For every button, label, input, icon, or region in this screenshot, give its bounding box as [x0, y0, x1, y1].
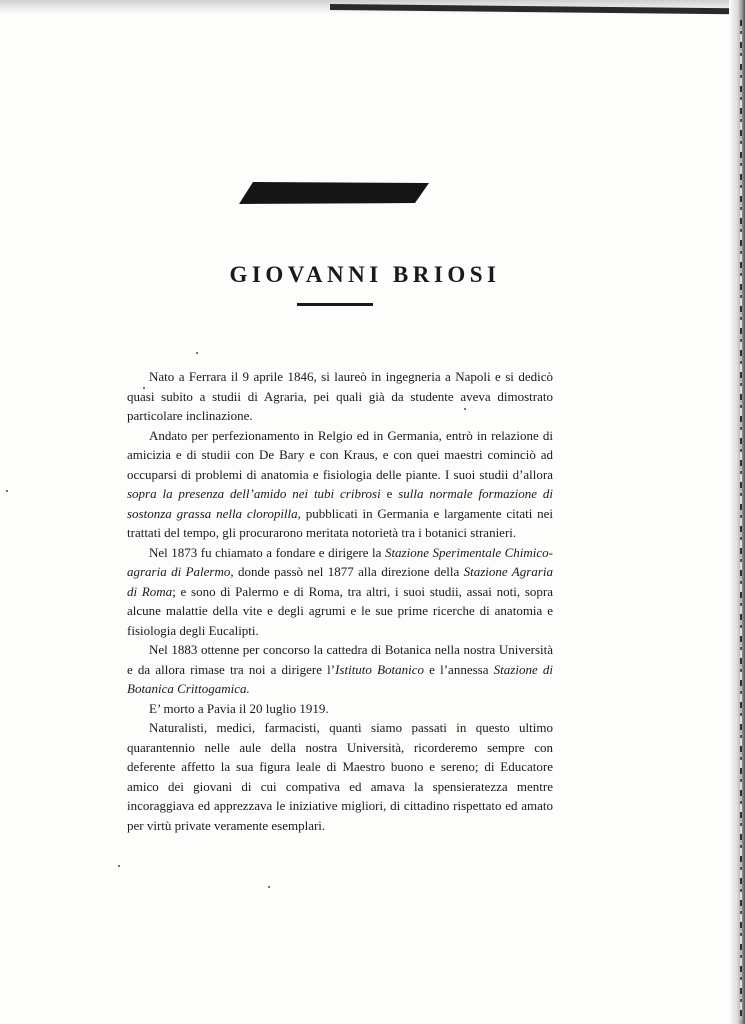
paragraph-text: Nato a Ferrara il 9 aprile 1846, si laureò in ingegneria a Napoli e si dedicò quasi subito a studii di Agraria, pei quali già da studente aveva dimostrato particolare inclinazione. — [127, 369, 553, 423]
paragraph — [127, 543, 553, 641]
header-ornament — [239, 182, 429, 204]
paragraph-text: ; e sono di Palermo e di Roma, tra altri, i suoi studii, assai noti, sopra alcune malattie della vite e degli agrumi e le sue prime ricerche di anatomia e fisiologia degli Eucalipti. — [127, 583, 553, 638]
paragraph — [127, 640, 553, 699]
italic-title-text: Stazione di Botanica Crittogamica. — [127, 661, 553, 696]
scan-speck — [464, 408, 466, 410]
italic-title-text: sopra la presenza dell’amido nei tubi cribrosi — [127, 486, 381, 501]
scan-speck — [118, 865, 120, 867]
scan-right-edge — [740, 20, 742, 1020]
paragraph — [127, 718, 553, 835]
paragraph-text: e l’annessa — [424, 661, 494, 677]
title-underline — [297, 303, 373, 306]
paragraph-text: Nel 1873 fu chiamato a fondare e dirigere la — [149, 544, 385, 560]
scan-speck — [6, 490, 8, 492]
paragraph — [127, 699, 553, 719]
paragraph-text: donde passò nel 1877 alla direzione della — [233, 564, 464, 579]
scan-right-shadow — [729, 0, 745, 1024]
paragraph-text: Nel 1883 ottenne per concorso la cattedra di Botanica nella nostra Università e da allora rimase tra noi a dirigere l’ — [127, 642, 553, 677]
scan-speck — [268, 886, 270, 888]
paragraph — [127, 426, 553, 543]
scan-speck — [143, 387, 145, 389]
italic-title-text: Istituto Botanico — [335, 661, 425, 677]
italic-title-text: Stazione Agraria di Roma — [127, 564, 553, 599]
paragraph-text: Naturalisti, medici, farmacisti, quanti siamo passati in questo ultimo quarantennio nelle aule della nostra Università, ricorderemo sempre con deferente affetto la sua figura leale di Maestro buono e sereno; di Educatore amico dei giovani di cui compativa ed amava la spensieratezza mentre incoraggiava ed apprezzava le iniziative migliori, di cittadino rispettato ed amato per virtù private veramente esemplari. — [127, 720, 553, 833]
paragraph — [127, 367, 553, 426]
paragraph-text: pubblicati in Germania e largamente citati nei trattati del tempo, gli procurarono meritata notorietà tra i botanici stranieri. — [127, 505, 553, 540]
scan-speck — [196, 352, 198, 354]
paragraph-text: e — [380, 486, 399, 501]
italic-title-text: Stazione Sperimentale Chimico-agraria di Palermo, — [127, 544, 553, 579]
biography-text — [127, 367, 553, 835]
italic-title-text: sulla normale formazione di sostonza grassa nella cloropilla, — [127, 486, 553, 521]
paragraph-text: Andato per perfezionamento in Relgio ed in Germania, entrò in relazione di amicizia e di studii con De Bary e con Kraus, e con quei maestri cominciò ad occuparsi di problemi di anatomia e fisiologia delle piante. I suoi studii d’allora — [127, 427, 553, 482]
page-title: GIOVANNI BRIOSI — [229, 262, 501, 287]
paragraph-text: E’ morto a Pavia il 20 luglio 1919. — [149, 700, 329, 716]
